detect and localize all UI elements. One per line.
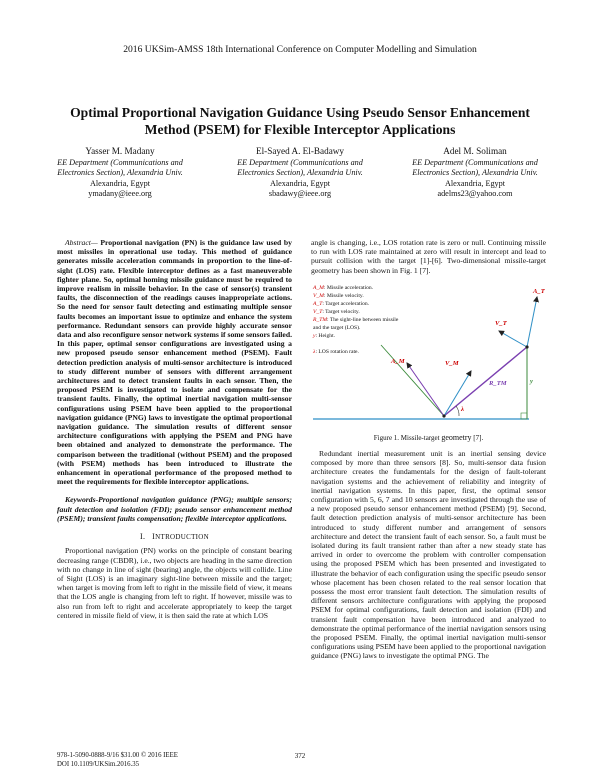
legend-entry: A_M: Missile acceleration.	[313, 284, 374, 291]
label-vm: V_M	[445, 359, 459, 367]
page-number: 372	[294, 752, 306, 760]
conference-header: 2016 UKSim-AMSS 18th International Conference on Computer Modelling and Simulation	[123, 44, 477, 55]
figure-legend	[313, 284, 417, 356]
author-1	[40, 146, 200, 199]
author-3	[395, 146, 555, 199]
author-dept: EE Department (Communications and Electronics Section), Alexandria Univ.	[237, 158, 363, 178]
legend-entry: λ: LOS rotation rate.	[313, 348, 359, 355]
los-line	[444, 347, 527, 416]
target-point	[525, 345, 528, 348]
author-name: El-Sayed A. El-Badawy	[255, 146, 345, 156]
author-city: Alexandria, Egypt	[269, 178, 331, 188]
right-angle-marker	[521, 413, 527, 419]
author-name: Adel M. Soliman	[443, 146, 507, 156]
author-name: Yasser M. Madany	[85, 146, 155, 156]
missile-velocity-vector	[444, 371, 471, 416]
keywords: Keywords-Proportional navigation guidance (PNG); multiple sensors; fault detection and isolation (FDI); pseudo sensor enhancement method (PSEM); transient faults compensation; flexible interceptor applications.	[57, 495, 292, 523]
section-heading-introduction	[57, 532, 292, 542]
section-number: I.	[140, 532, 146, 542]
paper-title: Optimal Proportional Navigation Guidance Using Pseudo Sensor Enhancement Method (PSEM) for Flexible Interceptor Applications	[70, 105, 530, 137]
right-paragraph-2: Redundant inertial measurement unit is an inertial sensing device composed by more than three sensors [8]. So, multi-sensor data fusion architecture creates the fundamentals for the design of fault-tolerant navigation systems and the achievement of reliability and integrity of inertial navigation systems. In this paper, first, the optimal sensor configuration with 5, 6, 7 and 10 sensors are investigated through the use of a new proposed pseudo sensor enhancement method (PSEM) [9]. Second, fault detection prediction analysis of multi-sensor architecture has been introduced to study different number and arrangement of sensors architecture and detect the transient fault of each sensor. So, a fault must be isolated during its fault transient rather than after a new steady state has arrived in order to overcome the problem with controller compensation using the proposed PSEM which has been presented and investigated to illustrate the behavior of each configuration using the specific pseudo sensor whose placement has been chosen related to the real sensor location that possess the most error transient fault detection. The simulation results of different sensors architecture configurations with applying the proposed PSEM for optimal configurations, fault detection and isolation (FDI) and transient fault compensation have been introduced and analyzed to demonstrate the optimal performance of the inertial navigation sensors using the proposed PSEM. Finally, the optimal inertial navigation multi-sensor configurations using PSEM have been applied to the proportional navigation guidance (PNG) laws to investigate the optimal PNG. The	[311, 449, 546, 661]
figure-1	[311, 279, 546, 431]
label-y: y	[530, 377, 533, 385]
right-column	[311, 238, 546, 661]
author-email: adelms23@yahoo.com	[437, 188, 513, 198]
target-acceleration-vector	[527, 297, 537, 347]
author-2	[220, 146, 380, 199]
abstract	[57, 238, 292, 486]
footer-isbn: 978-1-5090-0888-9/16 $31.00 © 2016 IEEE	[57, 752, 178, 759]
label-rtm: R_TM	[489, 379, 507, 387]
section-title-initial: I	[152, 532, 156, 542]
legend-entry: V_M: Missile velocity.	[313, 292, 364, 299]
label-vt: V_T	[495, 319, 507, 327]
missile-point	[442, 414, 445, 417]
missile-acceleration-vector	[407, 363, 444, 416]
legend-entry: V_T: Target velocity.	[313, 308, 360, 315]
author-email: sbadawy@ieee.org	[268, 188, 332, 198]
label-lambda: λ	[461, 405, 464, 413]
label-at: A_T	[533, 287, 545, 295]
figure-caption: Figure 1. Missile-target geometry [7].	[373, 432, 484, 442]
author-dept: EE Department (Communications and Electronics Section), Alexandria Univ.	[57, 158, 183, 178]
footer-copyright	[57, 752, 178, 769]
target-velocity-vector	[499, 331, 527, 347]
right-paragraph-1: angle is changing, i.e., LOS rotation rate is zero or null. Continuing missile to run with LOS rate maintained at zero will result in intercept and lead to pursuit collision with the target [1]-[6]. Two-dimensional missile-target geometry has been shown in Fig. 1 [7].	[311, 238, 546, 275]
los-angle-arc	[456, 406, 459, 416]
left-column	[57, 238, 292, 620]
legend-entry: and the target (LOS).	[313, 324, 361, 331]
abstract-lead: Abstract—	[65, 238, 98, 247]
intro-paragraph: Proportional navigation (PN) works on the principle of constant bearing decreasing range (CBDR), i.e., two objects are heading in the same direction with no change in line of sight (bearing) angle, the objects will collide. Line of Sight (LOS) is an imaginary sight-line between missile and the target; when target is moving from left to right in the missile field of view, it means that the LOS angle is changing from left to right. If however, missile was to also run from left to right and accelerate appropriately to keep the target centered in missile field of view, it is then said the rate at which LOS	[57, 546, 292, 620]
section-title-rest: NTRODUCTION	[155, 533, 209, 542]
legend-entry: A_T: Target acceleration.	[313, 300, 370, 307]
abstract-text: Proportional navigation (PN) is the guidance law used by most missiles in operational use today. This method of guidance generates missile acceleration commands in proportion to the line-of-sight (LOS) rate. Flexible interceptor defines as a fast maneuverable fighter plane. So, optimal homing missile guidance must be required to improve realism in missile behavior. In the case of sensor(s) transient faults, the disconnection of the readings causes inappropriate actions. So the need for sensor fault detecting and estimating multiple sensor faults becomes an important issue to optimize and enhance the system performance. Redundant sensors can provide highly accurate sensor data and also reconfigure sensor network systems if some sensors failed. In this paper, optimal sensor configurations are investigated using a new proposed pseudo sensor enhancement method (PSEM). Fault detection prediction analysis of multi-sensor architecture is introduced to study different number of sensors with different arrangement architectures and to detect transient faults in each sensor. Then, the proposed PSEM is investigated to isolate and compensate for the transient faults. Finally, the optimal inertial navigation multi-sensor configurations using PSEM have been applied to the proportional navigation guidance (PNG) laws to investigate the optimal proportional navigation guidance. The simulation results of different sensor architecture configurations with applying the PSEM and PNG have been obtained and analyzed to demonstrate the performance. The comparison between the traditional (without PSEM) and the proposed (with PSEM) methods has been introduced to illustrate the enhancement in operational performance of the proposed method to meet the requirements for flexible interceptor applications.	[57, 238, 293, 487]
footer-doi: DOI 10.1109/UKSim.2016.35	[57, 760, 140, 768]
label-am: A_M	[391, 357, 405, 365]
author-city: Alexandria, Egypt	[89, 178, 151, 188]
legend-entry: R_TM: The sight-line between missile	[313, 316, 399, 323]
author-email: ymadany@ieee.org	[88, 188, 152, 198]
legend-entry: y: Height.	[313, 332, 336, 339]
author-dept: EE Department (Communications and Electronics Section), Alexandria Univ.	[412, 158, 538, 178]
author-city: Alexandria, Egypt	[444, 178, 506, 188]
